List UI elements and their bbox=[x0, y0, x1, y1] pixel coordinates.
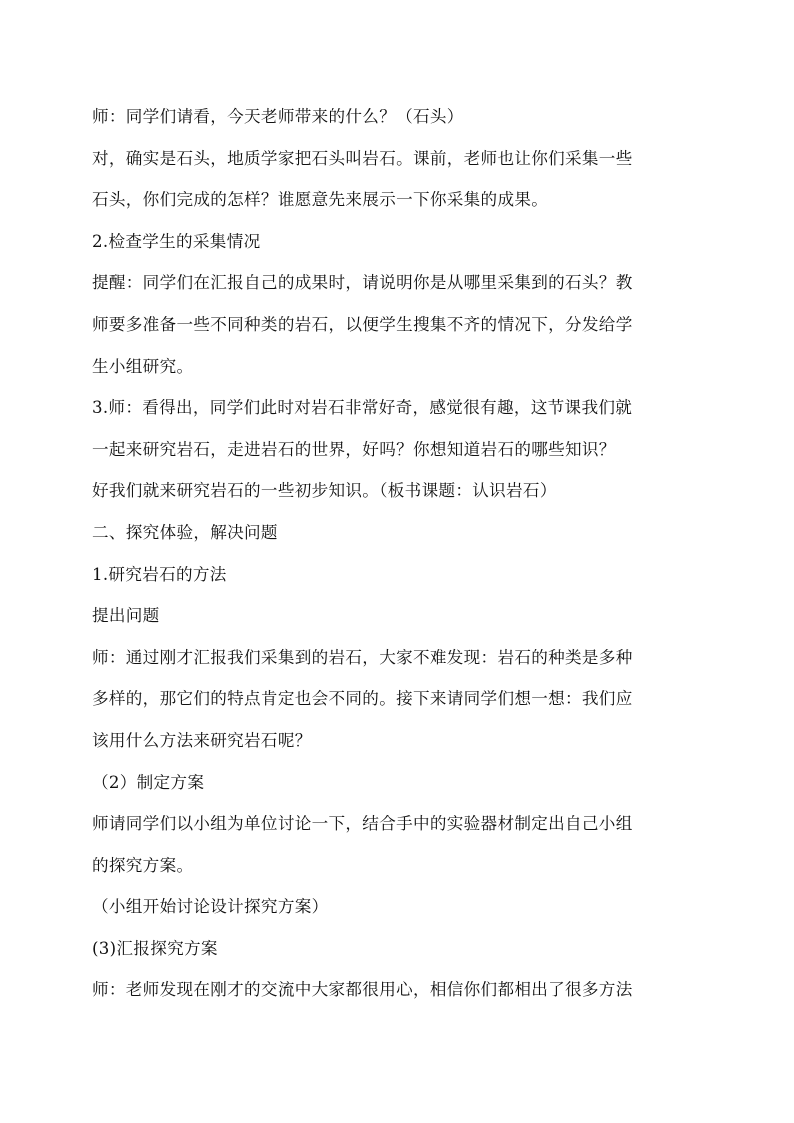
subheading-ask-question: 提出问题 bbox=[92, 606, 160, 626]
text-line-22: 师：老师发现在刚才的交流中大家都很用心，相信你们都相出了很多方法 bbox=[92, 980, 633, 1000]
text-line-2: 对，确实是石头，地质学家把石头叫岩石。课前，老师也让你们采集一些 bbox=[92, 148, 633, 168]
text-line-7: 生小组研究。 bbox=[92, 356, 194, 376]
text-line-14: 师：通过刚才汇报我们采集到的岩石，大家不难发现：岩石的种类是多种 bbox=[92, 647, 633, 667]
subheading-report-plan: (3)汇报探究方案 bbox=[92, 938, 218, 958]
text-line-18: 师请同学们以小组为单位讨论一下，结合手中的实验器材制定出自己小组 bbox=[92, 814, 633, 834]
text-line-10: 好我们就来研究岩石的一些初步知识。（板书课题：认识岩石） bbox=[92, 481, 557, 501]
document-page bbox=[92, 101, 712, 1016]
text-line-20: （小组开始讨论设计探究方案） bbox=[92, 897, 329, 917]
text-line-9: 一起来研究岩石，走进岩石的世界，好吗？你想知道岩石的哪些知识？ bbox=[92, 439, 616, 459]
text-line-6: 师要多准备一些不同种类的岩石，以便学生搜集不齐的情况下，分发给学 bbox=[92, 314, 633, 334]
subheading-make-plan: （2）制定方案 bbox=[92, 772, 205, 792]
text-line-19: 的探究方案。 bbox=[92, 855, 194, 875]
text-line-8: 3.师：看得出，同学们此时对岩石非常好奇，感觉很有趣，这节课我们就 bbox=[92, 398, 633, 418]
text-line-1: 师：同学们请看，今天老师带来的什么？（石头） bbox=[92, 107, 464, 126]
text-line-16: 该用什么方法来研究岩石呢？ bbox=[92, 730, 312, 750]
text-line-3: 石头，你们完成的怎样？谁愿意先来展示一下你采集的成果。 bbox=[92, 190, 549, 210]
text-line-15: 多样的，那它们的特点肯定也会不同的。接下来请同学们想一想：我们应 bbox=[92, 689, 633, 709]
section-heading-2: 2.检查学生的采集情况 bbox=[92, 231, 261, 251]
section-heading-1: 1.研究岩石的方法 bbox=[92, 564, 227, 584]
text-line-5: 提醒：同学们在汇报自己的成果时，请说明你是从哪里采集到的石头？教 bbox=[92, 273, 633, 293]
section-heading-main: 二、探究体验，解决问题 bbox=[92, 522, 278, 542]
